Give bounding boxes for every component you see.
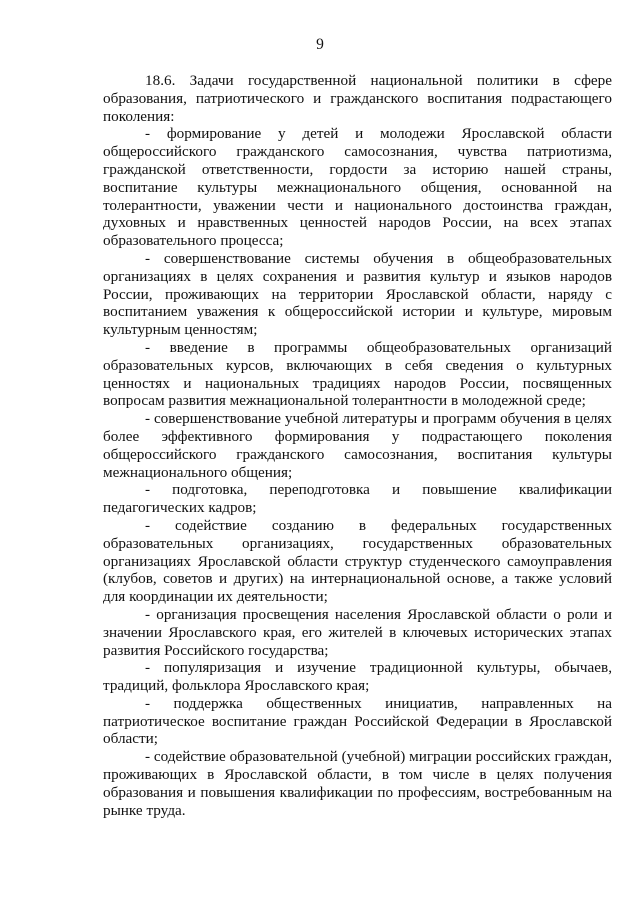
list-item: - содействие созданию в федеральных государственных образовательных организациях, государственных образовательных организациях Ярославской области структур студенческого самоуправления (клубов, советов и других) на интернациональной основе, а также условий для координации их деятельности; (103, 516, 612, 606)
list-item: - содействие образовательной (учебной) миграции российских граждан, проживающих в Ярославской области, в том числе в целях получения образования и повышения квалификации по профессиям, востребованным на рынке труда. (103, 748, 612, 819)
list-item: - введение в программы общеобразовательных организаций образовательных курсов, включающих в себя сведения о культурных ценностях и национальных традициях народов России, посвященных вопросам развития межнациональной толерантности в молодежной среде; (103, 338, 612, 410)
list-item: - организация просвещения населения Ярославской области о роли и значении Ярославского края, его жителей в ключевых исторических этапах развития Российского государства; (103, 605, 612, 659)
list-item: - популяризация и изучение традиционной культуры, обычаев, традиций, фольклора Ярославского края; (103, 659, 612, 695)
list-item: - совершенствование учебной литературы и программ обучения в целях более эффективного формирования у подрастающего поколения общероссийского гражданского самосознания, воспитания культуры межнационального общения; (103, 410, 612, 481)
page-number: 9 (316, 36, 324, 53)
list-item: - поддержка общественных инициатив, направленных на патриотическое воспитание граждан Российской Федерации в Ярославской области; (103, 694, 612, 748)
list-item: - подготовка, переподготовка и повышение квалификации педагогических кадров; (103, 481, 612, 517)
list-item: - формирование у детей и молодежи Ярославской области общероссийского гражданского самосознания, чувства патриотизма, гражданской ответственности, гордости за историю нашей страны, воспитание культуры межнационального общения, основанной на толерантности, уважении чести и национального достоинства граждан, духовных и нравственных ценностей народов России, на всех этапах образовательного процесса; (103, 125, 612, 250)
document-body (103, 72, 612, 819)
list-item: - совершенствование системы обучения в общеобразовательных организациях в целях сохранения и развития культур и языков народов России, проживающих на территории Ярославской области, наряду с воспитанием уважения к общероссийской истории и культуре, мировым культурным ценностям; (103, 249, 612, 339)
section-heading-paragraph: 18.6. Задачи государственной национальной политики в сфере образования, патриотического и гражданского воспитания подрастающего поколения: (103, 72, 612, 125)
